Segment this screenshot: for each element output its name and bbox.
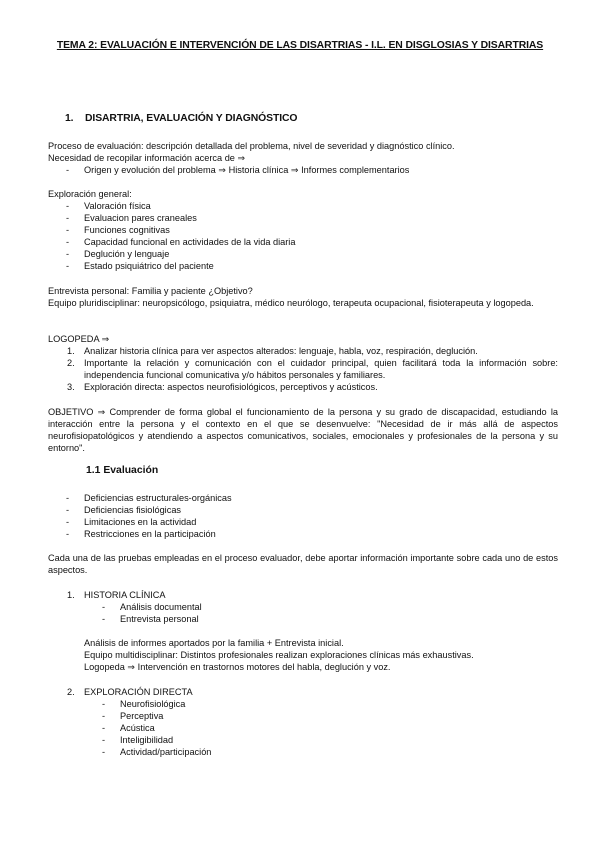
logopeda-block	[48, 333, 558, 393]
historia-block	[48, 589, 558, 625]
list-item: - Perceptiva	[48, 710, 558, 722]
list-item: - Estado psiquiátrico del paciente	[48, 260, 558, 272]
list-item: - Acústica	[48, 722, 558, 734]
section-1-title: DISARTRIA, EVALUACIÓN Y DIAGNÓSTICO	[85, 113, 298, 124]
list-item: 2. EXPLORACIÓN DIRECTA	[67, 687, 193, 697]
proceso-line-1: Proceso de evaluación: descripción detallada del problema, nivel de severidad y diagnóstico clínico.	[48, 141, 455, 151]
historia-label: HISTORIA CLÍNICA	[84, 590, 166, 600]
historia-notes	[48, 637, 558, 673]
list-item: - Evaluacion pares craneales	[48, 212, 558, 224]
list-item: - Limitaciones en la actividad	[48, 516, 558, 528]
proceso-list	[48, 164, 558, 176]
exploracion-general-list	[48, 200, 558, 272]
list-item: - Neurofisiológica	[48, 698, 558, 710]
historia-note: Equipo multidisciplinar: Distintos profesionales realizan exploraciones clínicas más exhaustivas.	[84, 650, 474, 660]
section-1-heading	[65, 113, 297, 125]
list-item: - Entrevista personal	[48, 613, 558, 625]
list-item: - Inteligibilidad	[48, 734, 558, 746]
exploracion-general-block	[48, 188, 558, 272]
list-item: - Deficiencias estructurales-orgánicas	[48, 492, 558, 504]
document-title: TEMA 2: EVALUACIÓN E INTERVENCIÓN DE LAS DISARTRIAS - I.L. EN DISGLOSIAS Y DISARTRIAS	[56, 40, 544, 51]
list-item: - Capacidad funcional en actividades de la vida diaria	[48, 236, 558, 248]
list-item: - Restricciones en la participación	[48, 528, 558, 540]
entrevista-line-2: Equipo pluridisciplinar: neuropsicólogo, psiquiatra, médico neurólogo, terapeuta ocupacional, fisioterapeuta y logopeda.	[48, 298, 534, 308]
exploracion-general-label: Exploración general:	[48, 189, 132, 199]
evaluacion-list	[48, 492, 558, 540]
list-item: - Valoración física	[48, 200, 558, 212]
list-item: - Deglución y lenguaje	[48, 248, 558, 260]
proceso-block	[48, 140, 558, 176]
list-item: - Funciones cognitivas	[48, 224, 558, 236]
exploracion-directa-block	[48, 686, 558, 758]
evaluacion-paragraph: Cada una de las pruebas empleadas en el proceso evaluador, debe aportar información importante sobre cada uno de estos aspectos.	[48, 553, 558, 575]
proceso-line-2: Necesidad de recopilar información acerca de ⇒	[48, 153, 246, 163]
list-item: 2. Importante la relación y comunicación con el cuidador principal, quien facilitará toda la información sobre: independencia funcional comunicativa y/o hábitos personales y familiares.	[67, 358, 558, 380]
historia-note: Logopeda ⇒ Intervención en trastornos motores del habla, deglución y voz.	[84, 662, 391, 672]
logopeda-list	[48, 345, 558, 393]
list-item: - Análisis documental	[48, 601, 558, 613]
logopeda-label: LOGOPEDA ⇒	[48, 334, 110, 344]
historia-list	[48, 589, 558, 601]
exploracion-directa-label: EXPLORACIÓN DIRECTA	[84, 687, 193, 697]
exploracion-directa-sublist	[48, 698, 558, 758]
list-item: 1. HISTORIA CLÍNICA	[67, 590, 166, 600]
list-item: - Origen y evolución del problema ⇒ Historia clínica ⇒ Informes complementarios	[48, 164, 558, 176]
evaluacion-block	[48, 492, 558, 540]
historia-note: Análisis de informes aportados por la familia + Entrevista inicial.	[84, 638, 344, 648]
section-1-number: 1.	[65, 113, 74, 124]
exploracion-directa-list	[48, 686, 558, 698]
section-1-1-heading: 1.1 Evaluación	[86, 465, 159, 476]
entrevista-block	[48, 285, 558, 309]
entrevista-line-1: Entrevista personal: Familia y paciente ¿Objetivo?	[48, 286, 253, 296]
list-item: 3. Exploración directa: aspectos neurofisiológicos, perceptivos y acústicos.	[67, 382, 378, 392]
objetivo-paragraph: OBJETIVO ⇒ Comprender de forma global el funcionamiento de la persona y su grado de discapacidad, estudiando la interacción entre la persona y el contexto en el que se desenvuelve: "Necesidad de ir más allá de aspectos neurofisiopatológicos y atendiendo a aspectos comunicativos, sociales, emocionales y profesionales de la persona y su entorno".	[48, 407, 558, 453]
list-item: - Actividad/participación	[48, 746, 558, 758]
historia-sublist	[48, 601, 558, 625]
list-item: 1. Analizar historia clínica para ver aspectos alterados: lenguaje, habla, voz, respiración, deglución.	[67, 346, 478, 356]
list-item: - Deficiencias fisiológicas	[48, 504, 558, 516]
